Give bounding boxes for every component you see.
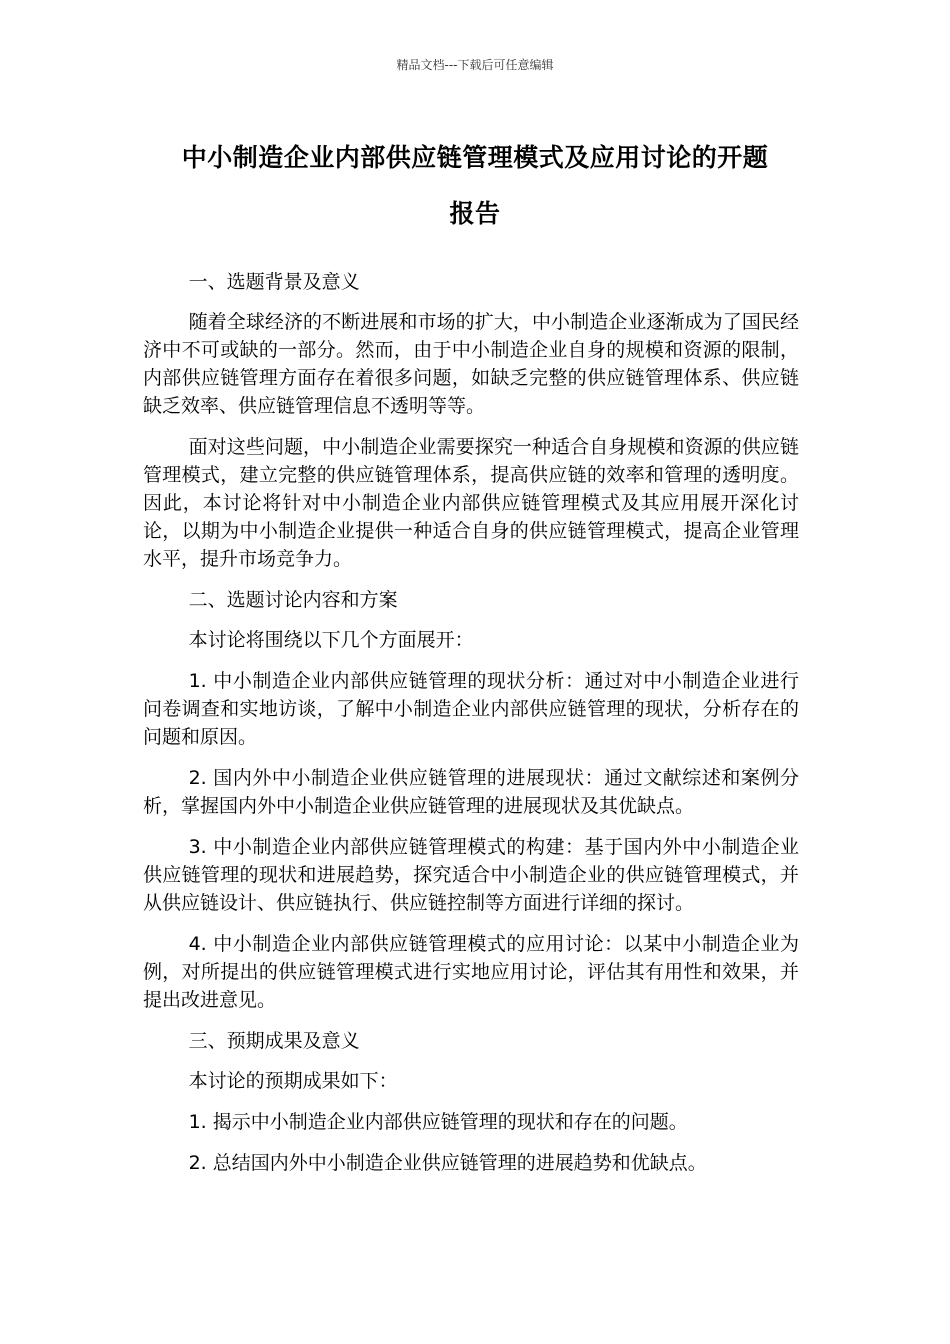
section-1-paragraph-1: 随着全球经济的不断进展和市场的扩大，中小制造企业逐渐成为了国民经济中不可或缺的一部分。然而，由于中小制造企业自身的规模和资源的限制，内部供应链管理方面存在着很多问题，如缺乏完整的供应链管理体系、供应链缺乏效率、供应链管理信息不透明等等。: [143, 311, 799, 417]
section-2-intro: 本讨论将围绕以下几个方面展开：: [188, 629, 474, 651]
section-1-heading: 一、选题背景及意义: [188, 271, 360, 293]
section-2-item-4: 4. 中小制造企业内部供应链管理模式的应用讨论：以某中小制造企业为例，对所提出的供应链管理模式进行实地应用讨论，评估其有用性和效果，并提出改进意见。: [143, 933, 799, 1011]
section-2-heading: 二、选题讨论内容和方案: [188, 589, 398, 611]
header-note: 精品文档---下载后可任意编辑: [396, 58, 554, 72]
title-line-2: 报告: [449, 199, 501, 228]
section-3-intro: 本讨论的预期成果如下：: [188, 1070, 398, 1092]
section-2-item-1: 1. 中小制造企业内部供应链管理的现状分析：通过对中小制造企业进行问卷调查和实地访谈，了解中小制造企业内部供应链管理的现状，分析存在的问题和原因。: [143, 670, 799, 748]
section-2-item-3: 3. 中小制造企业内部供应链管理模式的构建：基于国内外中小制造企业供应链管理的现状和进展趋势，探究适合中小制造企业的供应链管理模式，并从供应链设计、供应链执行、供应链控制等方面进行详细的探讨。: [143, 836, 799, 914]
section-2-item-2: 2. 国内外中小制造企业供应链管理的进展现状：通过文献综述和案例分析，掌握国内外中小制造企业供应链管理的进展现状及其优缺点。: [143, 767, 799, 817]
section-3-heading: 三、预期成果及意义: [188, 1030, 360, 1052]
section-3-item-2: 2. 总结国内外中小制造企业供应链管理的进展趋势和优缺点。: [188, 1152, 707, 1174]
section-3-item-1: 1. 揭示中小制造企业内部供应链管理的现状和存在的问题。: [188, 1111, 688, 1133]
document-body: [143, 268, 799, 1190]
title-line-1: 中小制造企业内部供应链管理模式及应用讨论的开题: [181, 143, 769, 172]
section-1-paragraph-2: 面对这些问题，中小制造企业需要探究一种适合自身规模和资源的供应链管理模式，建立完整的供应链管理体系，提高供应链的效率和管理的透明度。因此，本讨论将针对中小制造企业内部供应链管理模式及其应用展开深化讨论，以期为中小制造企业提供一种适合自身的供应链管理模式，提高企业管理水平，提升市场竞争力。: [143, 436, 799, 570]
document-title: [120, 130, 830, 242]
